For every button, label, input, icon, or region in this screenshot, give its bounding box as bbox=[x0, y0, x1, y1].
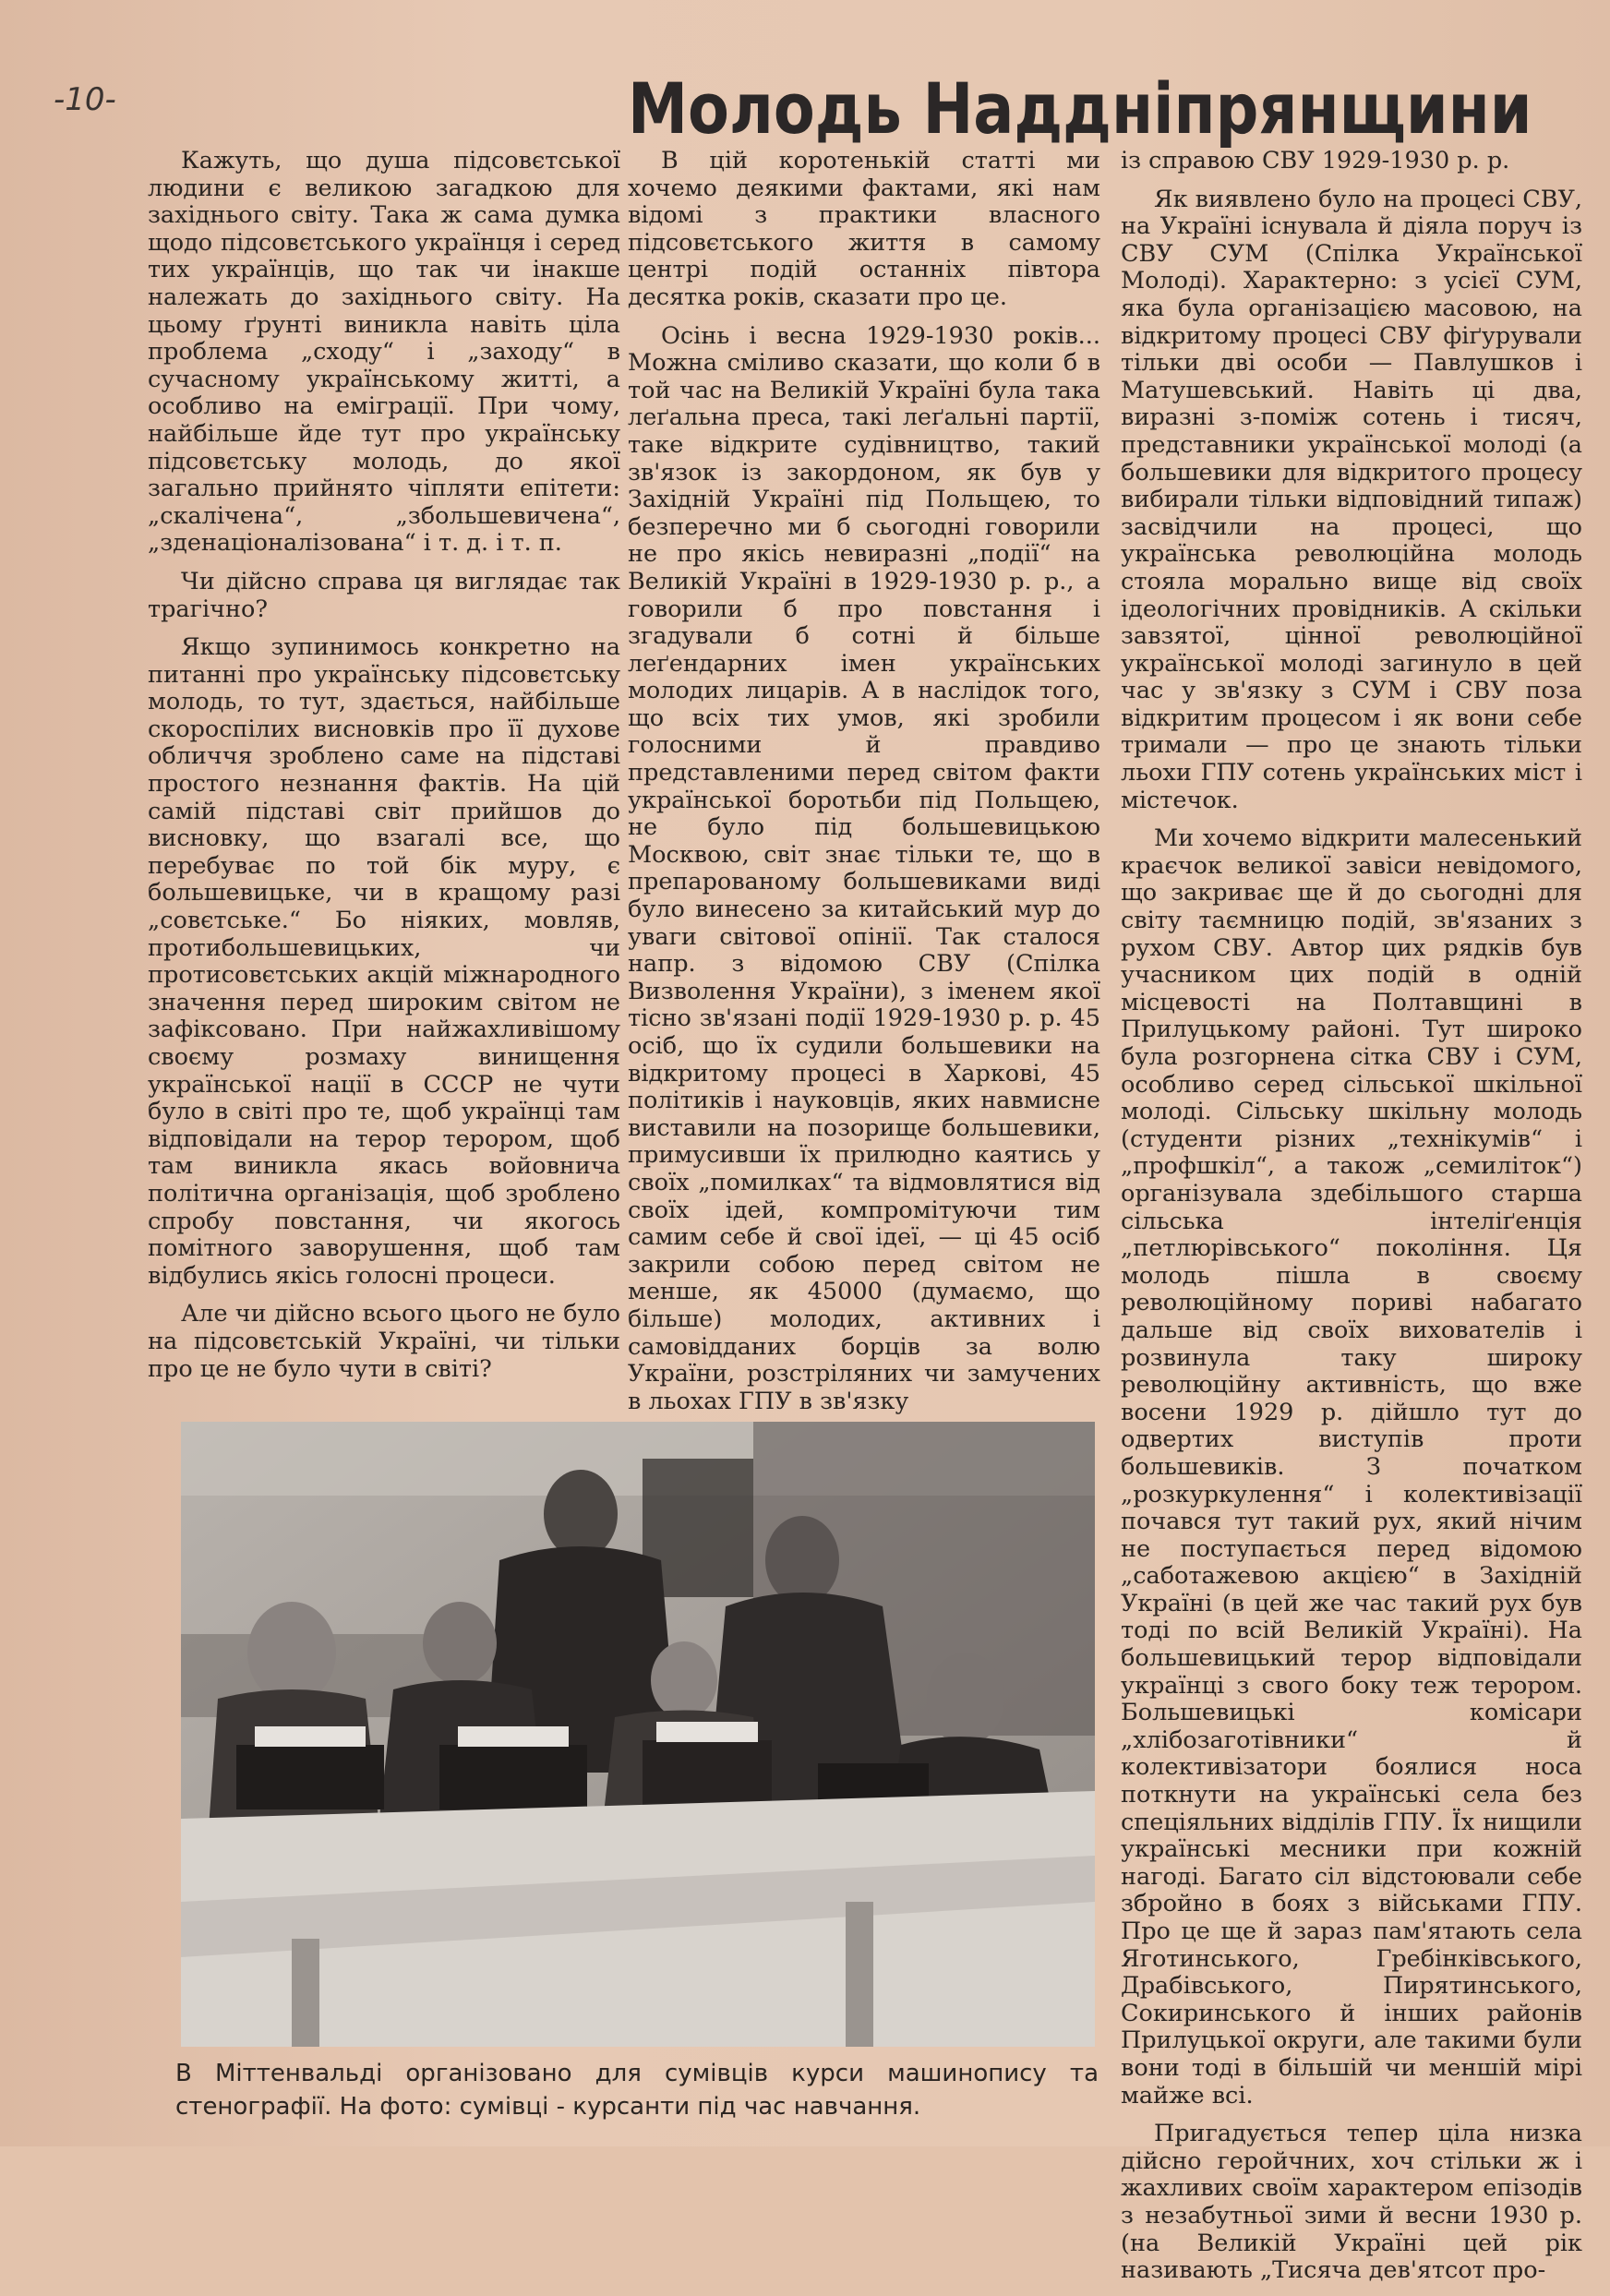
photo-caption: В Міттенвальді організовано для сумівців курси машинопису та стенографії. На фото: сумівці - курсанти під час навчання. bbox=[175, 2060, 1099, 2121]
article-column-3 bbox=[1121, 148, 1582, 2296]
paragraph: Пригадується тепер ціла низка дійсно геройчних, хоч стільки ж і жахливих своїм характером епізодів з незабутньої зими й весни 1930 р. (на Великій Україні цей рік називають „Тисяча дев'ятсот про- bbox=[1121, 2120, 1582, 2285]
article-headline: Молодь Наддніпрянщини bbox=[628, 66, 1532, 150]
news-photo bbox=[181, 1422, 1095, 2047]
paragraph: Якщо зупинимось конкретно на питанні про українську підсовєтську молодь, то тут, здається, найбільше скороспілих висновків про її духове обличчя зроблено саме на підставі простого незнання фактів. На цій самій підставі світ прийшов до висновку, що взагалі все, що перебуває по той бік муру, є большевицьке, чи в кращому разі „совєтське.“ Бо ніяких, мовляв, протибольшевицьких, чи протисовєтських акцій міжнародного значення перед широким світом не зафіксовано. При найжахливішому своєму розмаху винищення української нації в СССР не чути було в світі про те, щоб українці там відповідали на терор терором, щоб там виникла якась войовнича політична організація, щоб зроблено спробу повстання, чи якогось помітного заворушення, щоб там відбулись якісь голосні процеси. bbox=[148, 633, 620, 1290]
paragraph: В цій коротенькій статті ми хочемо деякими фактами, які нам відомі з практики власного підсовєтського життя в самому центрі подій останніх півтора десятка років, сказати про це. bbox=[628, 147, 1100, 311]
photo-illustration bbox=[181, 1422, 1095, 2047]
paragraph: Як виявлено було на процесі СВУ, на Україні існувала й діяла поруч із СВУ СУМ (Спілка Української Молоді). Характерно: з усієї СУМ, яка була організацією масовою, на відкритому процесі СВУ фіґурували тільки дві особи — Павлушков і Матушевський. Навіть ці два, виразні з-поміж сотень і тисяч, представники української молоді (а большевики для відкритого процесу вибирали тільки відповідний типаж) засвідчили на процесі, що українська революційна молодь стояла морально вище від своїх ідеологічних провідників. А скільки завзятої, цінної революційної української молоді загинуло в цей час у зв'язку з СУМ і СВУ поза відкритим процесом і як вони себе тримали — про це знають тільки льохи ГПУ сотень українських міст і містечок. bbox=[1121, 185, 1582, 814]
article-column-1 bbox=[148, 148, 620, 1394]
paragraph: Кажуть, що душа підсовєтської людини є великою загадкою для західнього світу. Така ж сама думка щодо підсовєтського українця і серед тих українців, що так чи інакше належать до західнього світу. На цьому ґрунті виникла навіть ціла проблема „сходу“ і „заходу“ в сучасному українському житті, а особливо на еміграції. При чому, найбільше йде тут про українську підсовєтську молодь, до якої загально прийнято чіпляти епітети: „скалічена“, „збольшевичена“, „зденаціоналізована“ і т. д. і т. п. bbox=[148, 147, 620, 558]
page-number-mark: -10- bbox=[54, 81, 116, 118]
paragraph: Осінь і весна 1929-1930 років... Можна сміливо сказати, що коли б в той час на Великій Україні була така леґальна преса, такі леґальні партії, таке відкрите судівництво, такий зв'язок із закордоном, як був у Західній Україні під Польщею, то безперечно ми б сьогодні говорили не про якісь невиразні „події“ на Великій Україні в 1929-1930 р. р., а говорили б про повстання і згадували б сотні й більше леґендарних імен українських молодих лицарів. А в наслідок того, що всіх тих умов, які зробили голосними й правдиво представленими перед світом факти української боротьби під Польщею, не було під большевицькою Москвою, світ знає тільки те, що в препарованому большевиками виді було винесено за китайський мур до уваги світової опінії. Так сталося напр. з відомою СВУ (Спілка Визволення України), з іменем якої тісно зв'язані події 1929-1930 р. р. 45 осіб, що їх судили большевики на відкритому процесі в Харкові, 45 політиків і науковців, яких навмисне виставили на позорище большевики, примусивши їх прилюдно каятись у своїх „помилках“ та відмовлятися від своїх ідей, компромітуючи тим самим себе й свої ідеї, — ці 45 осіб закрили собою перед світом не менше, як 45000 (думаємо, що більше) молодих, активних і самовідданих борців за волю України, розстріляних чи замучених в льохах ГПУ в зв'язку bbox=[628, 321, 1100, 1415]
paragraph: Ми хочемо відкрити малесенький краєчок великої завіси невідомого, що закриває ще й до сьогодні для світу таємницю подій, зв'язаних з рухом СВУ. Автор цих рядків був учасником цих подій в одній місцевості на Полтавщині в Прилуцькому районі. Тут широко була розгорнена сітка СВУ і СУМ, особливо серед сільської шкільної молоді. Сільську шкільну молодь (студенти різних „технікумів“ і „профшкіл“, а також „семиліток“) організувала здебільшого старша сільська інтеліґенція „петлюрівського“ покоління. Ця молодь пішла в своєму революційному пориві набагато дальше від своїх вихователів і розвинула таку широку революційну активність, що вже восени 1929 р. дійшло тут до одвертих виступів проти большевиків. З початком „розкуркулення“ і колективізації почався тут такий рух, який нічим не поступається перед відомою „саботажевою акцією“ в Західній Україні (в цей же час такий рух був тоді по всій Великій Україні). На большевицький терор відповідали українці з свого боку теж терором. Большевицькі комісари „хлібозаготівники“ й колективізатори боялися носа поткнути на українські села без спеціяльних відділів ГПУ. Їх нищили українські месники при кожній нагоді. Багато сіл відстоювали себе збройно в боях з військами ГПУ. Про це ще й зараз пам'ятають села Яготинського, Гребінківського, Драбівського, Пирятинського, Сокиринського й інших районів Прилуцької округи, але такими були вони тоді в більшій чи меншій мірі майже всі. bbox=[1121, 824, 1582, 2110]
paragraph: Але чи дійсно всього цього не було на підсовєтській Україні, чи тільки про це не було чути в світі? bbox=[148, 1300, 620, 1383]
paragraph: Чи дійсно справа ця виглядає так трагічно? bbox=[148, 567, 620, 623]
article-column-2 bbox=[628, 148, 1100, 1426]
paragraph: із справою СВУ 1929-1930 р. р. bbox=[1121, 147, 1510, 174]
